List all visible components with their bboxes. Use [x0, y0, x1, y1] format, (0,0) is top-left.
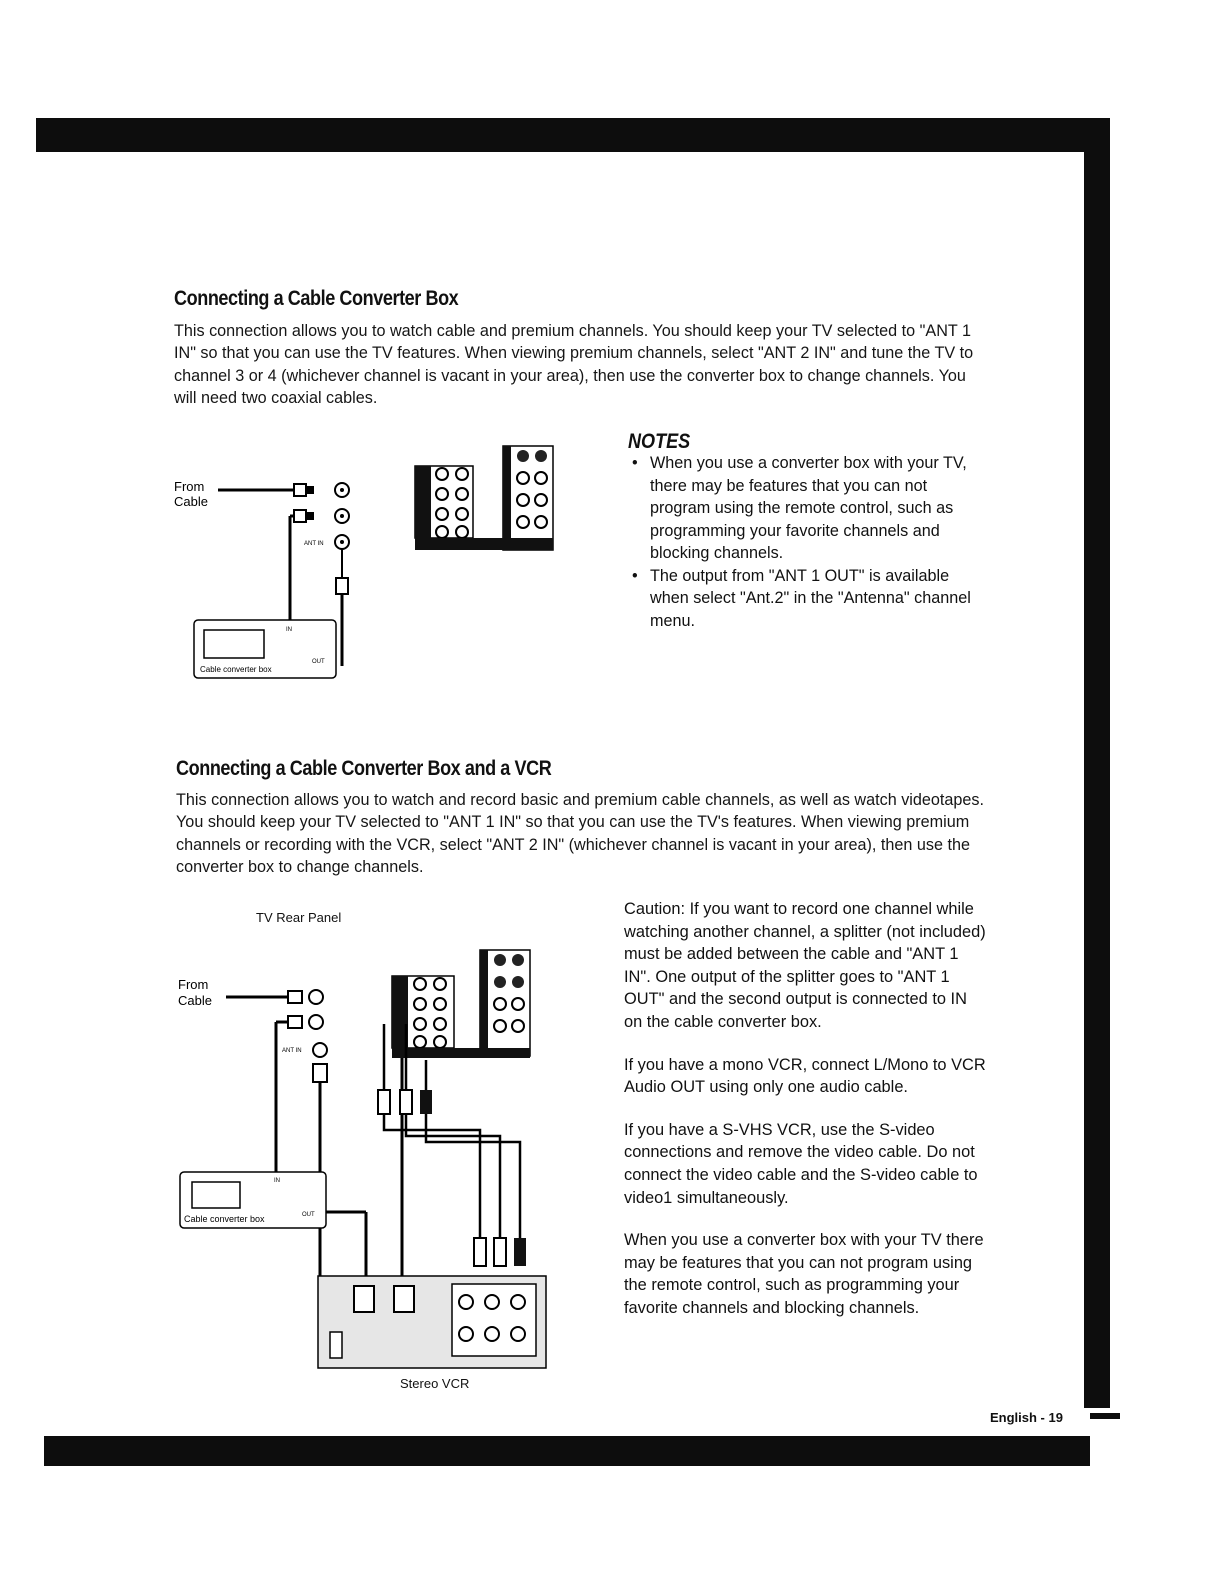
- notes-title: NOTES: [628, 430, 691, 453]
- box-label-2: Cable converter box: [184, 1214, 265, 1224]
- av-cables: [378, 1024, 526, 1266]
- cable-converter-box: [194, 620, 336, 678]
- tv-jack-panel-2: [392, 950, 530, 1058]
- ant-in-label-2: ANT IN: [282, 1048, 302, 1054]
- bottom-border-bar: [44, 1436, 1090, 1466]
- from-label-2: From: [178, 977, 209, 992]
- box-out-label: OUT: [312, 659, 325, 665]
- footer-tab-mark: [1090, 1413, 1120, 1419]
- section2-body: This connection allows you to watch and record basic and premium cable channels, as well as watch videotapes. You should keep your TV selected to "ANT 1 IN" so that you can use the TV's features. When viewing premium channels or recording with the VCR, select "ANT 2 IN" (whichever channel is vacant in your area), then use the converter box to change channels.: [176, 791, 985, 877]
- notes-list: [628, 452, 973, 632]
- side-notes: [624, 898, 988, 1340]
- box-in-label: IN: [286, 627, 292, 633]
- stereo-vcr-label: Stereo VCR: [400, 1376, 470, 1391]
- tv-jack-panel: [415, 446, 553, 550]
- ant-connector-top-2: [288, 990, 323, 1004]
- from-label: From: [174, 479, 205, 494]
- svhs-vcr-note: If you have a S-VHS VCR, use the S-video connections and remove the video cable. Do not connect the video cable and the S-video cable to video1 simultaneously.: [624, 1120, 978, 1207]
- stereo-vcr-panel: [318, 1276, 546, 1368]
- note-item: • When you use a converter box with your TV, there may be features that you can not program using the remote control, such as programming your favorite channels and blocking channels.: [628, 452, 973, 565]
- caution-note: Caution: If you want to record one channel while watching another channel, a splitter (not included) must be added between the cable and "ANT 1 IN". One output of the splitter goes to "ANT 1 OUT" and the second output is connected to IN on the cable converter box.: [624, 900, 986, 1031]
- ant-connector-top: [294, 483, 349, 497]
- cable-label-2: Cable: [178, 993, 212, 1008]
- box-out-label-2: OUT: [302, 1212, 315, 1218]
- ant-connector-bottom: [294, 509, 349, 523]
- converter-box-note: When you use a converter box with your TV there may be features that you can not program using the remote control, such as programming your favorite channels and blocking channels.: [624, 1231, 984, 1317]
- section2-title: Connecting a Cable Converter Box and a VCR: [176, 757, 552, 780]
- converter-box-diagram: [170, 438, 570, 688]
- box-label: Cable converter box: [200, 665, 272, 674]
- page-number: English - 19: [990, 1410, 1063, 1425]
- tv-rear-panel-label: TV Rear Panel: [256, 910, 342, 925]
- converter-vcr-diagram: [170, 940, 560, 1370]
- right-border-bar: [1084, 118, 1110, 1408]
- top-border-bar: [36, 118, 1084, 152]
- section1-title: Connecting a Cable Converter Box: [174, 287, 459, 310]
- cable-label: Cable: [174, 494, 208, 509]
- note-item: • The output from "ANT 1 OUT" is available when select "Ant.2" in the "Antenna" channel menu.: [628, 565, 973, 633]
- ant-connector-bottom-2: [288, 1015, 323, 1029]
- ant-in-label: ANT IN: [304, 541, 324, 547]
- section1-body: This connection allows you to watch cable and premium channels. You should keep your TV selected to "ANT 1 IN" so that you can use the TV features. When viewing premium channels, select "ANT 2 IN" and tune the TV to channel 3 or 4 (whichever channel is vacant in your area), then use the converter box to change channels. You will need two coaxial cables.: [174, 322, 974, 408]
- mono-vcr-note: If you have a mono VCR, connect L/Mono to VCR Audio OUT using only one audio cable.: [624, 1055, 986, 1097]
- cable-converter-box-2: [180, 1172, 326, 1228]
- box-in-label-2: IN: [274, 1178, 280, 1184]
